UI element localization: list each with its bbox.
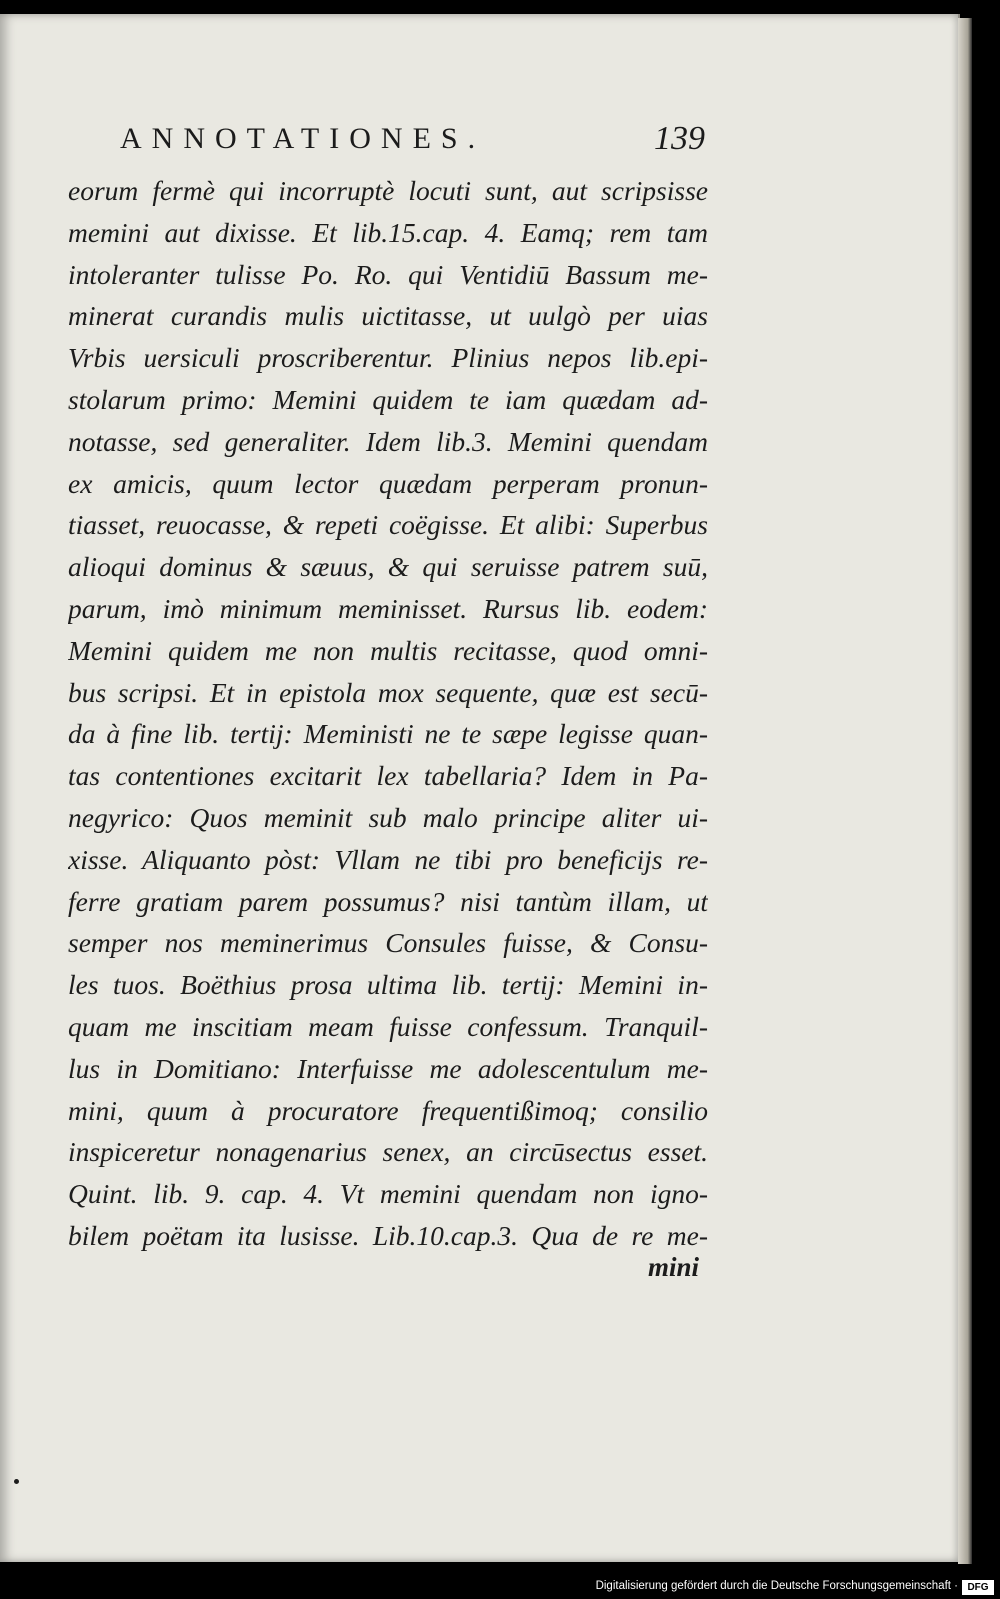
text-line: bilem poëtam ita lusisse. Lib.10.cap.3. Qua de re me- bbox=[68, 1219, 708, 1251]
text-line: tiasset, reuocasse, & repeti coëgisse. Et alibi: Superbus bbox=[68, 509, 708, 541]
page-header bbox=[120, 122, 705, 162]
text-line: les tuos. Boëthius prosa ultima lib. tertij: Memini in- bbox=[68, 969, 708, 1001]
text-line: Quint. lib. 9. cap. 4. Vt memini quendam non igno- bbox=[68, 1178, 708, 1210]
page-edge bbox=[958, 18, 972, 1564]
text-line: eorum fermè qui incorruptè locuti sunt, aut scripsisse bbox=[68, 175, 708, 206]
text-line: notasse, sed generaliter. Idem lib.3. Memini quendam bbox=[68, 425, 708, 457]
text-line: bus scripsi. Et in epistola mox sequente, quæ est secū- bbox=[68, 676, 708, 708]
text-line: xisse. Aliquanto pòst: Vllam ne tibi pro beneficijs re- bbox=[68, 843, 708, 875]
text-line: alioqui dominus & sæuus, & qui seruisse patrem suū, bbox=[68, 551, 708, 583]
text-line: semper nos meminerimus Consules fuisse, & Consu- bbox=[68, 927, 708, 959]
text-line: stolarum primo: Memini quidem te iam quædam ad- bbox=[68, 383, 708, 415]
text-line: lus in Domitiano: Interfuisse me adolescentulum me- bbox=[68, 1052, 708, 1084]
catchword: mini bbox=[648, 1252, 700, 1282]
text-line: da à fine lib. tertij: Meministi ne te sæpe legisse quan- bbox=[68, 718, 708, 750]
text-line: inspiceretur nonagenarius senex, an circūsectus esset. bbox=[68, 1136, 708, 1168]
text-line: Memini quidem me non multis recitasse, quod omni- bbox=[68, 634, 708, 666]
text-line: tas contentiones excitarit lex tabellaria? Idem in Pa- bbox=[68, 760, 708, 792]
ink-speck bbox=[14, 1479, 19, 1484]
footer-credit: Digitalisierung gefördert durch die Deutsche Forschungsgemeinschaft · bbox=[595, 1580, 958, 1592]
text-line: quam me inscitiam meam fuisse confessum. Tranquil- bbox=[68, 1010, 708, 1042]
text-line: ferre gratiam parem possumus? nisi tantùm illam, ut bbox=[68, 885, 708, 917]
text-line: mini, quum à procuratore frequentißimoq; consilio bbox=[68, 1094, 708, 1126]
text-line: intoleranter tulisse Po. Ro. qui Ventidiū Bassum me- bbox=[68, 258, 708, 290]
text-line: memini aut dixisse. Et lib.15.cap. 4. Eamq; rem tam bbox=[68, 216, 708, 248]
text-line: negyrico: Quos meminit sub malo principe aliter ui- bbox=[68, 801, 708, 833]
text-line: minerat curandis mulis uictitasse, ut uulgò per uias bbox=[68, 300, 708, 332]
dfg-logo: DFG bbox=[962, 1580, 994, 1595]
text-line: Vrbis uersiculi proscriberentur. Plinius nepos lib.epi- bbox=[68, 342, 708, 374]
body-text bbox=[68, 170, 708, 1257]
text-line: ex amicis, quum lector quædam perperam pronun- bbox=[68, 467, 708, 499]
running-title: ANNOTATIONES. bbox=[120, 122, 486, 155]
page-number: 139 bbox=[654, 120, 705, 157]
text-line: parum, imò minimum meminisset. Rursus lib. eodem: bbox=[68, 592, 708, 624]
